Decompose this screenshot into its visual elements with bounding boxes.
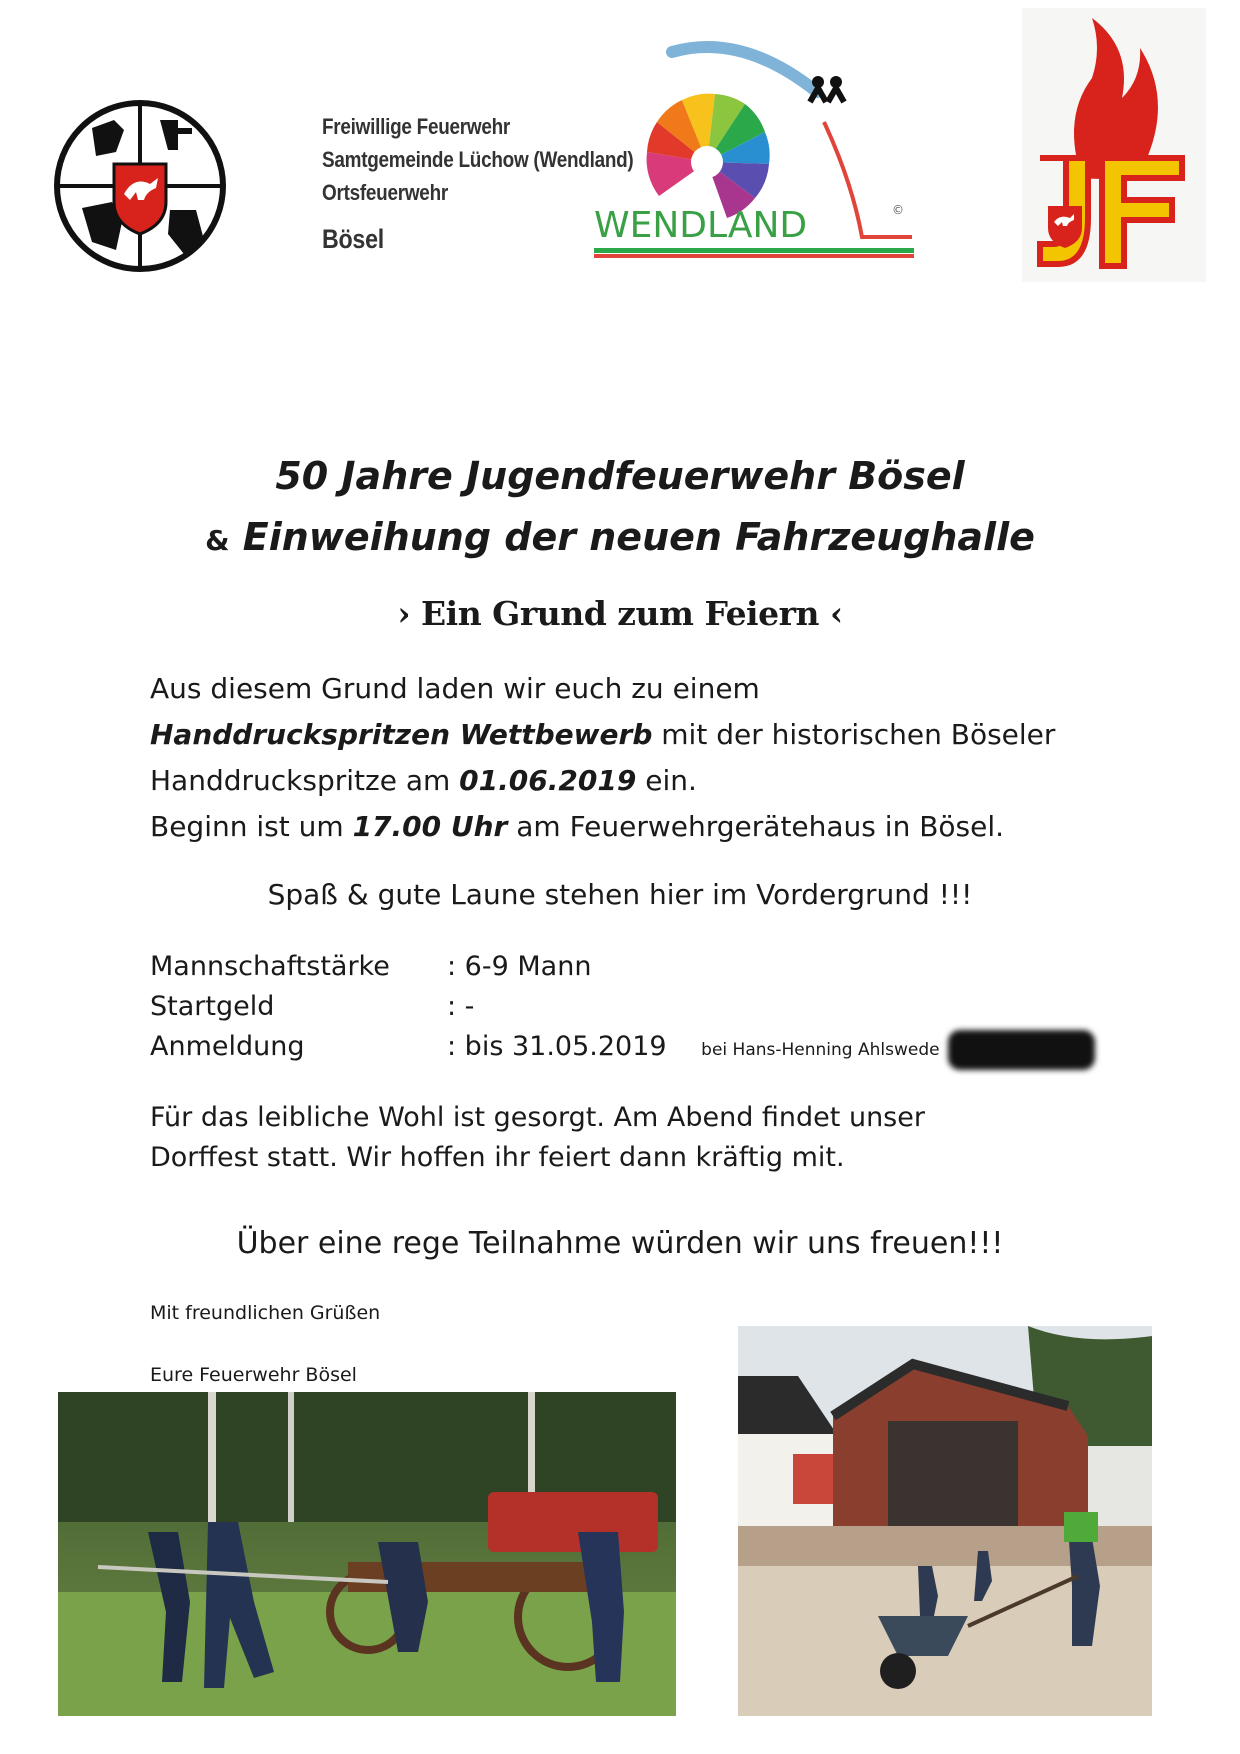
motto: › Ein Grund zum Feiern ‹	[397, 594, 843, 633]
invitation-line-3: Handdruckspritze am 01.06.2019 ein.	[150, 764, 697, 797]
headline-ampersand: &	[205, 524, 230, 557]
org-place: Bösel	[322, 224, 384, 254]
registration-contact: bei Hans-Henning Ahlswede	[701, 1040, 940, 1060]
org-line-2: Samtgemeinde Lüchow (Wendland)	[322, 147, 634, 172]
signature: Eure Feuerwehr Bösel	[150, 1364, 357, 1386]
closing-statement: Über eine rege Teilnahme würden wir uns freuen!!!	[236, 1226, 1004, 1261]
fire-brigade-emblem-logo	[52, 98, 228, 274]
invitation-line-2: Handdruckspritzen Wettbewerb mit der historischen Böseler	[150, 718, 1056, 751]
wendland-copyright: ©	[892, 203, 904, 217]
detail-row-entry-fee	[150, 987, 1095, 1027]
org-line-1: Freiwillige Feuerwehr	[322, 114, 511, 139]
food-line-2: Dorffest statt. Wir hoffen ihr feiert dann kräftig mit.	[150, 1142, 845, 1173]
headline-line-2	[0, 515, 1240, 559]
wendland-logo-text: WENDLAND	[594, 205, 808, 246]
invitation-paragraph	[150, 666, 1150, 850]
food-line-1: Für das leibliche Wohl ist gesorgt. Am Abend findet unser	[150, 1102, 925, 1133]
detail-value: : bis 31.05.2019	[447, 1031, 667, 1062]
detail-label: Startgeld	[150, 991, 275, 1022]
wendland-logo	[592, 32, 937, 277]
invitation-line-1: Aus diesem Grund laden wir euch zu einem	[150, 672, 760, 705]
headline-line-2-text: Einweihung der neuen Fahrzeughalle	[242, 515, 1035, 559]
event-time: 17.00 Uhr	[352, 810, 508, 843]
competition-name: Handdruckspritzen Wettbewerb	[150, 718, 653, 751]
org-line-3: Ortsfeuerwehr	[322, 180, 448, 205]
invitation-line-4: Beginn ist um 17.00 Uhr am Feuerwehrgerätehaus in Bösel.	[150, 810, 1005, 843]
detail-value: : -	[447, 991, 475, 1022]
registration-phone-redacted: 01767021931 5	[948, 1030, 1095, 1070]
photo-vehicle-hall-construction	[738, 1326, 1152, 1716]
event-details	[150, 947, 1095, 1067]
greeting: Mit freundlichen Grüßen	[150, 1302, 381, 1324]
jugendfeuerwehr-logo	[1022, 8, 1206, 282]
food-paragraph	[150, 1098, 1150, 1178]
detail-value: : 6-9 Mann	[447, 951, 592, 982]
detail-label: Mannschaftstärke	[150, 951, 390, 982]
detail-label: Anmeldung	[150, 1031, 305, 1062]
detail-row-team-size	[150, 947, 1095, 987]
headline-line-1: 50 Jahre Jugendfeuerwehr Bösel	[275, 454, 965, 498]
detail-row-registration	[150, 1027, 1095, 1067]
fun-statement: Spaß & gute Laune stehen hier im Vordergrund !!!	[267, 878, 973, 911]
event-date: 01.06.2019	[459, 764, 637, 797]
photo-hand-pump-competition	[58, 1392, 676, 1716]
